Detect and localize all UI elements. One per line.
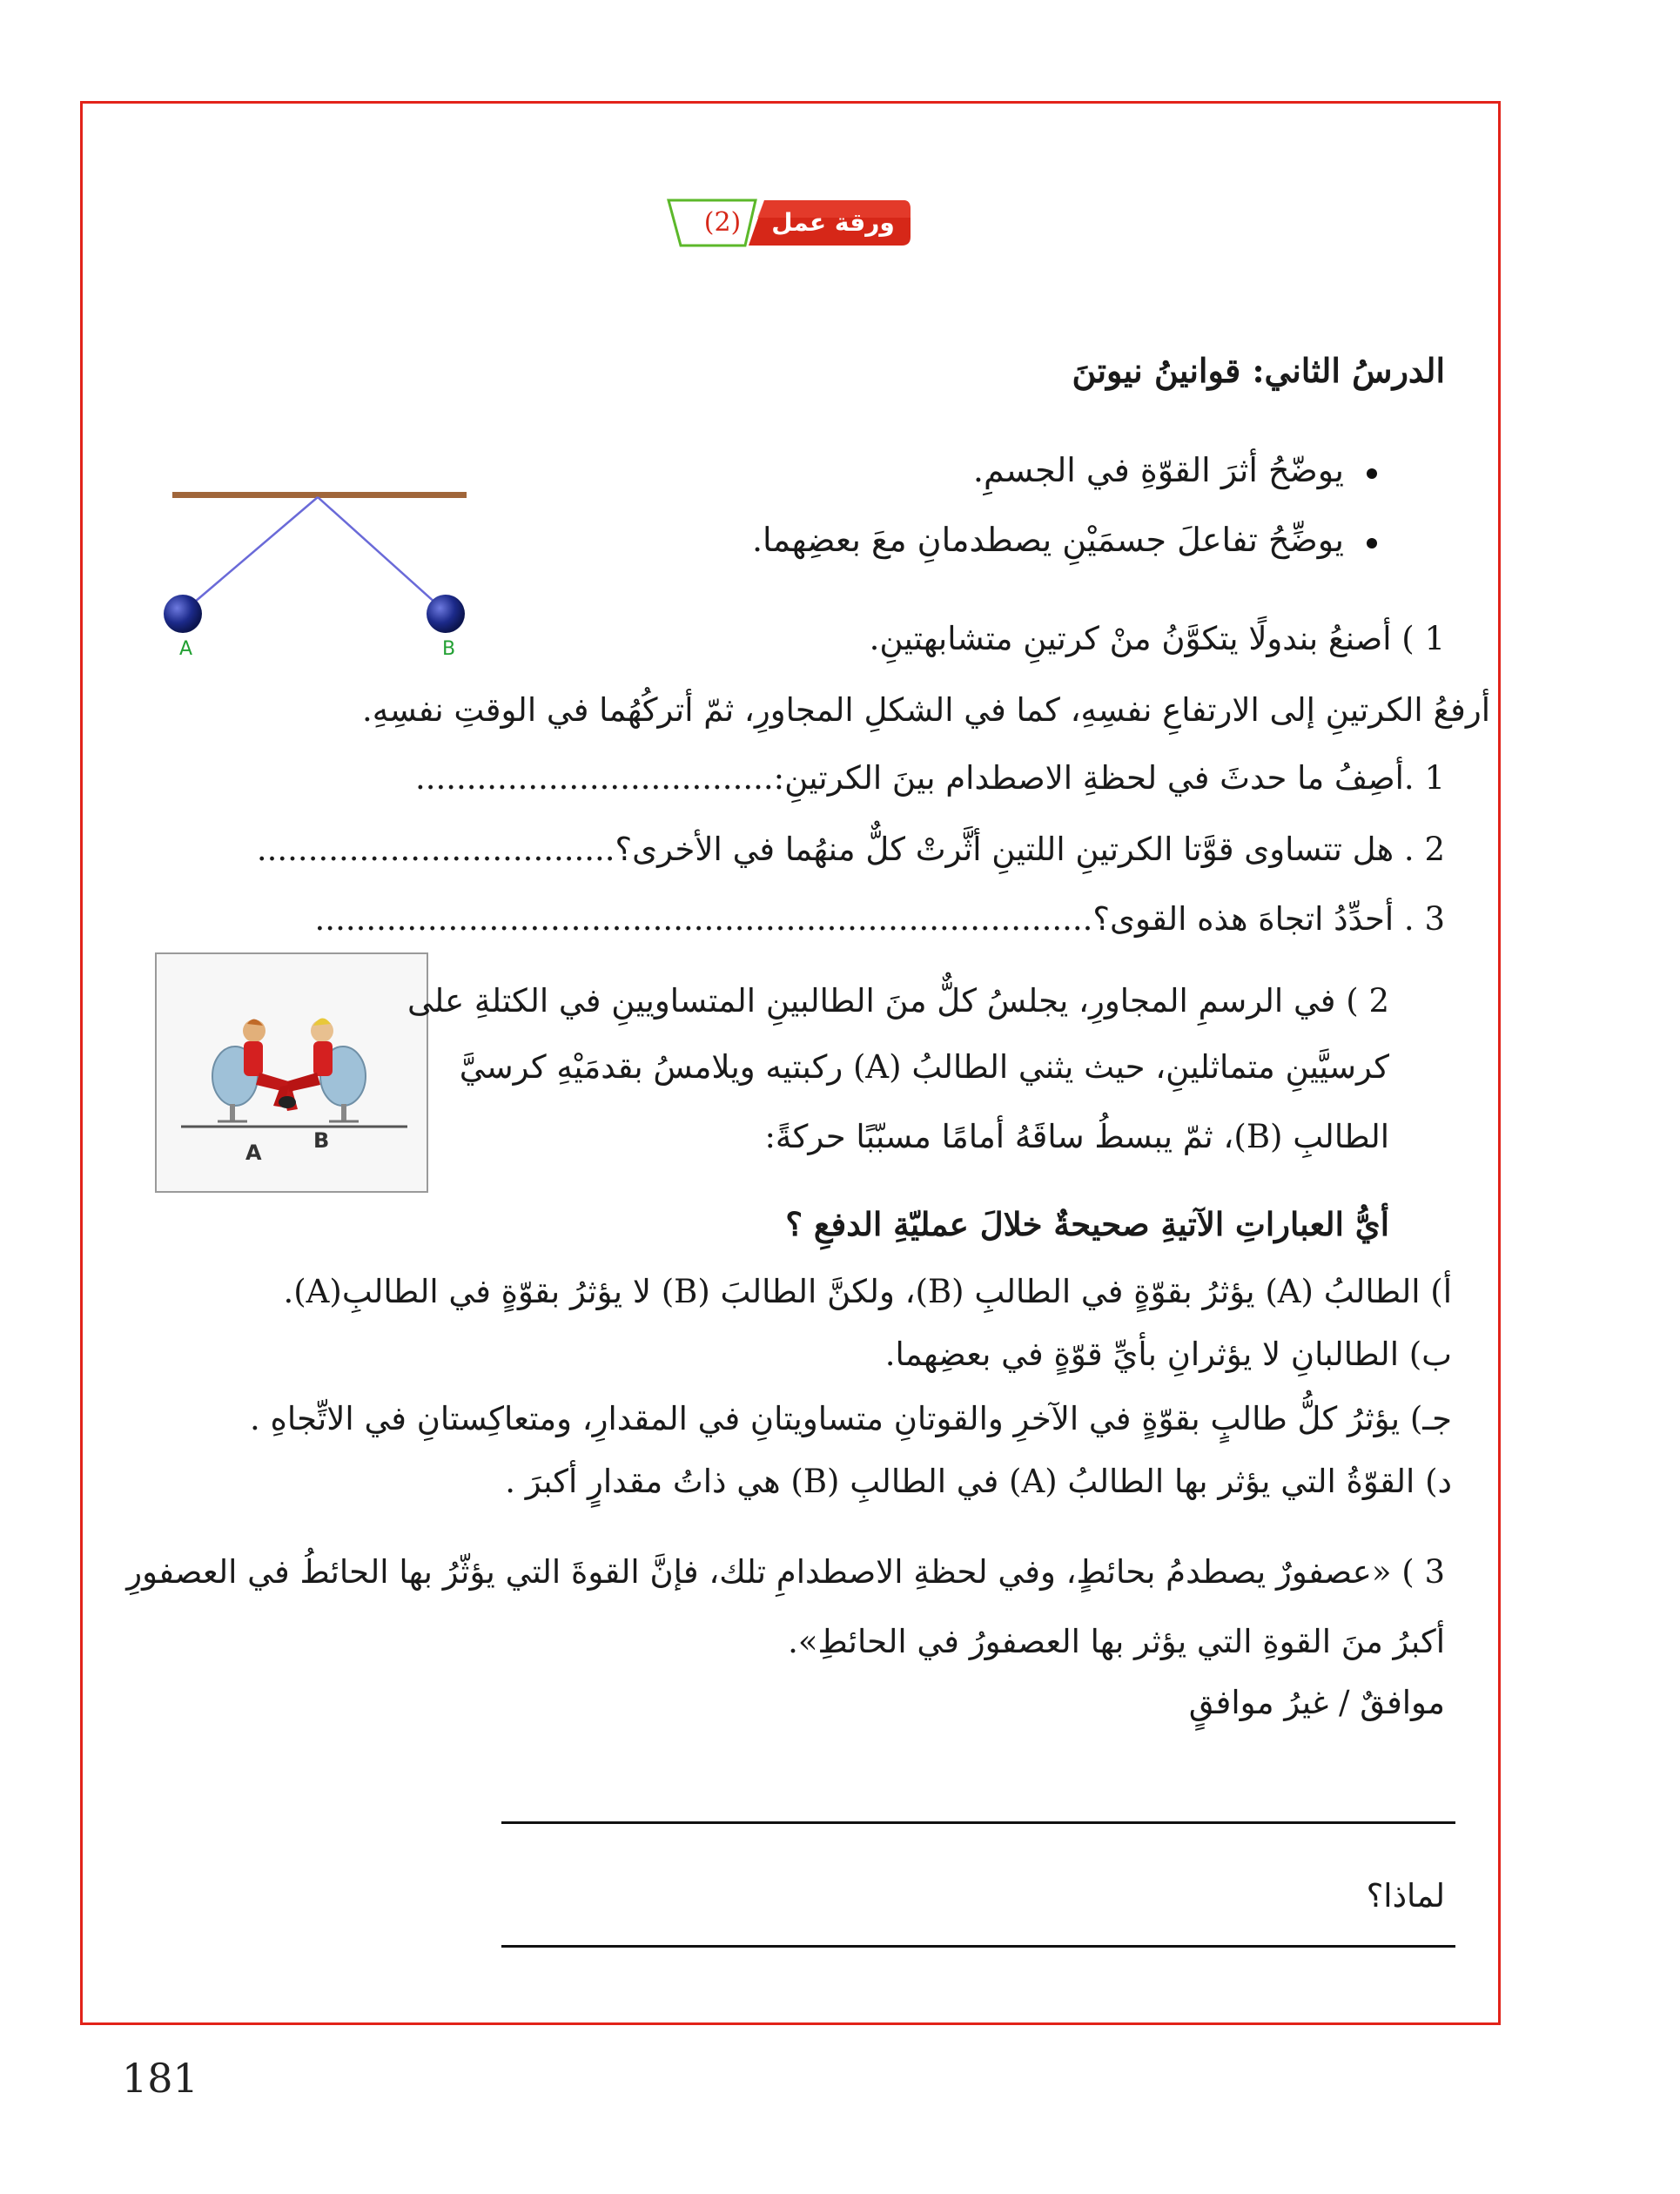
q1-item (315, 897, 1445, 942)
bullet-icon (1367, 468, 1377, 479)
students-figure (155, 952, 428, 1193)
q2-line: كرسيَّينِ متماثلينِ، حيث يثني الطالبُ (A) ركبتيه ويلامسُ بقدمَيْهِ كرسيَّ (459, 1048, 1389, 1086)
worksheet-number: (2) (703, 207, 742, 238)
q2-line: 2 ) في الرسمِ المجاورِ، يجلسُ كلٌّ منَ الطالبينِ المتساويينِ في الكتلةِ على (407, 982, 1389, 1020)
q3-line: أكبرُ منَ القوةِ التي يؤثر بها العصفورُ في الحائطِ». (788, 1623, 1445, 1660)
answer-dots: ................................... (414, 759, 774, 797)
answer-dots: ............................................................................ (314, 900, 1093, 938)
q3-why: لماذا؟ (1366, 1877, 1445, 1915)
objective-item (752, 515, 1377, 564)
q1-item-text: 3 . أحدِّدُ اتجاهَ هذه القوى؟ (1092, 900, 1445, 938)
answer-line (501, 1945, 1455, 1948)
q2-option-c: جـ) يؤثرُ كلُّ طالبٍ بقوّةٍ في الآخرِ والقوتانِ متساويتانِ في المقدارِ، ومتعاكِستانِ في الاتِّجاهِ . (249, 1400, 1452, 1437)
lesson-title: الدرسُ الثاني: قوانينُ نيوتنَ (1072, 351, 1445, 390)
q2-option-a: أ) الطالبُ (A) يؤثرُ بقوّةٍ في الطالبِ (B)، ولكنَّ الطالبَ (B) لا يؤثرُ بقوّةٍ في الطالبِ(A). (283, 1273, 1452, 1310)
q1-item-text: 1 .أصِفُ ما حدثَ في لحظةِ الاصطدام بينَ الكرتينِ: (773, 759, 1445, 797)
objective-text: يوضّحُ أثرَ القوّةِ في الجسمِ. (972, 451, 1344, 489)
worksheet-label: ورقة عمل (771, 208, 895, 237)
objective-item (973, 446, 1377, 495)
pendulum-string-a (183, 497, 318, 612)
q1-item (415, 756, 1445, 801)
label-a: A (179, 638, 193, 660)
q2-option-d: د) القوّةُ التي يؤثر بها الطالبُ (A) في الطالبِ (B) هي ذاتُ مقدارٍ أكبرَ . (505, 1463, 1452, 1500)
pendulum-figure (148, 483, 479, 675)
q2-option-b: ب) الطالبانِ لا يؤثرانِ بأيِّ قوّةٍ في بعضِهما. (884, 1336, 1452, 1373)
q3-choice: موافقٌ / غيرُ موافقٍ (1188, 1684, 1445, 1721)
worksheet-badge (662, 186, 914, 254)
pendulum-bar (172, 492, 467, 498)
students-illustration (157, 954, 427, 1191)
ball-b (427, 595, 465, 633)
q3-line: 3 ) «عصفورٌ يصطدمُ بحائطٍ، وفي لحظةِ الاصطدامِ تلك، فإنَّ القوةَ التي يؤثّرُ بها الحائطُ في العصفورِ (126, 1553, 1445, 1591)
answer-dots: ................................... (256, 831, 615, 868)
q1-item-text: 2 . هل تتساوى قوَّتا الكرتينِ اللتينِ أثَّرتْ كلٌّ منهُما في الأخرى؟ (615, 831, 1445, 868)
page-number: 181 (122, 2055, 198, 2102)
q1-instruction: أرفعُ الكرتينِ إلى الارتفاعِ نفسِهِ، كما في الشكلِ المجاورِ، ثمّ أتركُهُما في الوقتِ نفسِهِ. (362, 691, 1490, 729)
pendulum-string-b (318, 497, 446, 612)
label-b: B (442, 638, 456, 660)
q1-intro: 1 ) أصنعُ بندولًا يتكوَّنُ منْ كرتينِ متشابهتينِ. (869, 620, 1445, 657)
objective-text: يوضِّحُ تفاعلَ جسمَيْنِ يصطدمانِ معَ بعضِهما. (751, 521, 1344, 559)
answer-line (501, 1821, 1455, 1824)
bullet-icon (1367, 538, 1377, 548)
q1-item (257, 827, 1445, 872)
ball-a (164, 595, 202, 633)
students-label-b: B (313, 1128, 330, 1153)
q2-line: الطالبِ (B)، ثمّ يبسطُ ساقَهُ أمامًا مسبّبًا حركةً: (764, 1118, 1389, 1155)
q2-question: أيُّ العباراتِ الآتيةِ صحيحةٌ خلالَ عمليّةِ الدفعِ ؟ (785, 1205, 1389, 1243)
students-label-a: A (245, 1141, 262, 1165)
